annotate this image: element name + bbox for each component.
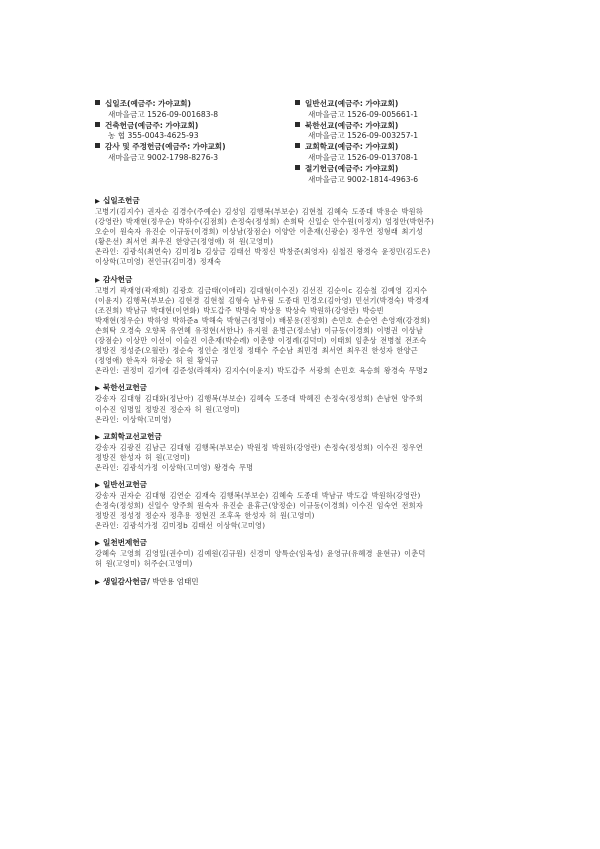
- donor-line: 온라인: 김광석가정 김미정b 김태선 이상학(고미영): [95, 521, 266, 531]
- square-bullet-icon: [95, 122, 100, 127]
- donor-line: 고병기 곽재영(곽재희) 김광호 김금태(이애리) 김대형(이수진) 김선진 김순이c 김승철 김예영 김지수: [95, 285, 428, 295]
- account-title: 교회학교(예금주: 가야교회): [305, 142, 399, 152]
- account-number: 농 협 355-0043-4625-93: [108, 131, 199, 141]
- account-title: 감사 및 주정헌금(예금주: 가야교회): [105, 142, 226, 152]
- offering-section: [95, 382, 530, 424]
- section-title: 일반선교헌금: [103, 479, 148, 489]
- section-title: 감사헌금: [103, 274, 133, 284]
- section-title: 북한선교헌금: [103, 383, 148, 393]
- account-entry: [295, 99, 525, 120]
- offering-section: [95, 274, 530, 377]
- donor-line: 강혜숙 고영희 김영일(권수미) 김예원(김규원) 신경미 양특순(임육성) 윤영규(유혜경 윤현규) 이춘덕: [95, 549, 426, 559]
- account-title: 일반선교(예금주: 가야교회): [305, 99, 399, 108]
- donor-line: 온라인: 김광석가정 이상학(고미영) 왕경숙 무명: [95, 462, 254, 472]
- triangle-bullet-icon: ▶: [95, 275, 100, 284]
- donor-list: [95, 286, 530, 377]
- donor-line: (조진희) 박남규 박대현(이연화) 박도갑주 박명숙 박상용 박상숙 박원하(강영란) 박승빈: [95, 305, 384, 315]
- square-bullet-icon: [295, 143, 300, 148]
- donor-line: (강영란) 박재현(정우순) 박하수(김점희) 손정숙(정성희) 손희탁 신일순 안수원(이정지) 엄정안(박현주): [95, 217, 435, 227]
- offering-section: [95, 479, 530, 531]
- account-entry: [95, 99, 295, 120]
- triangle-bullet-icon: ▶: [95, 384, 100, 393]
- account-entry: [295, 142, 525, 163]
- offering-section: [95, 576, 530, 588]
- donor-list: [95, 207, 530, 268]
- triangle-bullet-icon: ▶: [95, 577, 100, 586]
- account-title: 절기헌금(예금주: 가야교회): [305, 164, 399, 174]
- donor-line: 허 원(고영미) 허주순(고영미): [95, 559, 193, 569]
- donor-line: (이윤지) 김행복(부보순) 김현경 김현철 김형숙 남우림 도종대 민경오(김아영) 민선기(박경숙) 박경재: [95, 295, 429, 305]
- donor-list: [95, 549, 530, 569]
- donor-list: [95, 394, 530, 424]
- donor-line: 정방진 정성준(오월란) 정순숙 정인순 정인정 정태수 주순남 최민경 최서연 최우진 한성자 한양근: [95, 346, 418, 356]
- donor-line: 손희탁 오경숙 오향복 유연혜 유정현(서한나) 유지원 윤병근(정소남) 이규동(이경희) 이병권 이상남: [95, 325, 423, 335]
- donor-line: 강송자 김대형 김대화(정난아) 김행복(부보순) 김혜숙 도종대 박혜진 손정숙(정성희) 손남현 양주희: [95, 394, 423, 404]
- donor-list: [95, 443, 530, 473]
- account-title: 북한선교(예금주: 가야교회): [305, 120, 399, 130]
- accounts-left-column: [95, 99, 295, 164]
- account-number: 새마을금고 1526-09-001683-8: [108, 109, 219, 119]
- account-entry: [95, 121, 295, 142]
- account-entry: [295, 121, 525, 142]
- offering-section: [95, 537, 530, 569]
- triangle-bullet-icon: ▶: [95, 197, 100, 205]
- donor-line: 정방진 정성정 정순자 정추용 정현진 조후옥 한성자 허 원(고영미): [95, 511, 315, 521]
- account-number: 새마을금고 1526-09-013708-1: [308, 152, 419, 162]
- donor-line: 강송자 권자순 김대형 김연순 김재숙 김행복(부보순) 김혜숙 도종대 박남규 박도갑 박원하(강영란): [95, 490, 421, 500]
- section-title: 일천번제헌금: [103, 538, 148, 548]
- donor-line: 온라인: 권정미 김기애 김준성(라해자) 김지수(이윤지) 박도갑주 서광희 손민호 육승희 왕경숙 무명2: [95, 366, 428, 376]
- square-bullet-icon: [295, 165, 300, 170]
- donor-line: 정방진 한성자 허 원(고영미): [95, 452, 191, 462]
- triangle-bullet-icon: ▶: [95, 539, 100, 548]
- donor-line: (정영애) 한옥자 허광순 허 원 황익규: [95, 356, 219, 366]
- square-bullet-icon: [295, 122, 300, 127]
- offering-section: [95, 195, 530, 268]
- donor-line: (황은선) 최서연 최우진 한양근(정영애) 허 원(고영미): [95, 237, 274, 247]
- triangle-bullet-icon: ▶: [95, 432, 100, 441]
- account-number: 새마을금고 1526-09-003257-1: [308, 131, 419, 141]
- square-bullet-icon: [95, 143, 100, 148]
- section-names-inline: 박만용 엄태민: [149, 576, 199, 586]
- donor-line: 온라인: 김광석(최연숙) 김미정b 김상금 김태선 박정신 박창준(최영자) 심철진 왕경숙 윤정민(김도은): [95, 247, 431, 257]
- account-title: 건축헌금(예금주: 가야교회): [105, 120, 199, 130]
- square-bullet-icon: [295, 100, 300, 105]
- donor-line: 강송자 김광진 김남근 김대형 김행복(부보순) 박원정 박원하(강영란) 손정숙(정성희) 이수진 정우연: [95, 442, 423, 452]
- square-bullet-icon: [95, 100, 100, 105]
- donor-line: (장점순) 이상만 이선이 이슬진 이춘재(박순례) 이춘향 이정례(김덕미) 이태희 임춘상 전병철 전조숙: [95, 336, 427, 346]
- triangle-bullet-icon: ▶: [95, 480, 100, 489]
- account-number: 새마을금고 1526-09-005661-1: [308, 109, 419, 119]
- account-number: 새마을금고 9002-1814-4963-6: [308, 174, 419, 184]
- account-title: 십일조(예금주: 가야교회): [105, 99, 191, 108]
- offering-section: [95, 431, 530, 473]
- donor-line: 이상학(고미영) 전인규(김미경) 정재숙: [95, 257, 222, 267]
- accounts-right-column: [295, 99, 525, 186]
- section-title: 생일감사헌금/: [103, 576, 150, 586]
- donor-line: 박재현(정우순) 박하영 박하준a 박해숙 박형근(정명이) 배봉용(진정희) 손민호 손순연 손영재(강경희): [95, 315, 431, 325]
- account-entry: [95, 142, 295, 163]
- donor-line: 손정숙(정성희) 신일수 양주희 원숙자 유진순 윤휴근(양정순) 이규동(이경희) 이수진 임숙연 전희자: [95, 501, 423, 511]
- account-number: 새마을금고 9002-1798-8276-3: [108, 152, 219, 162]
- donor-line: 이수진 임명일 정방진 정순자 허 원(고영미): [95, 404, 240, 414]
- section-title: 교회학교선교헌금: [103, 431, 162, 441]
- donor-line: 고병기(김지수) 권자순 김경수(주예순) 김성임 김행복(부보순) 김현철 김혜숙 도종대 박용순 박원하: [95, 207, 423, 216]
- account-entry: [295, 164, 525, 185]
- donor-line: 오순이 원숙자 유진순 이규동(이경희) 이상남(장점순) 이양안 이춘재(신광순) 정우연 정형래 최기성: [95, 227, 423, 237]
- donor-line: 온라인: 이상학(고미영): [95, 414, 172, 424]
- section-title: 십일조헌금: [103, 196, 140, 205]
- donor-list: [95, 491, 530, 531]
- offering-lists: [95, 195, 530, 594]
